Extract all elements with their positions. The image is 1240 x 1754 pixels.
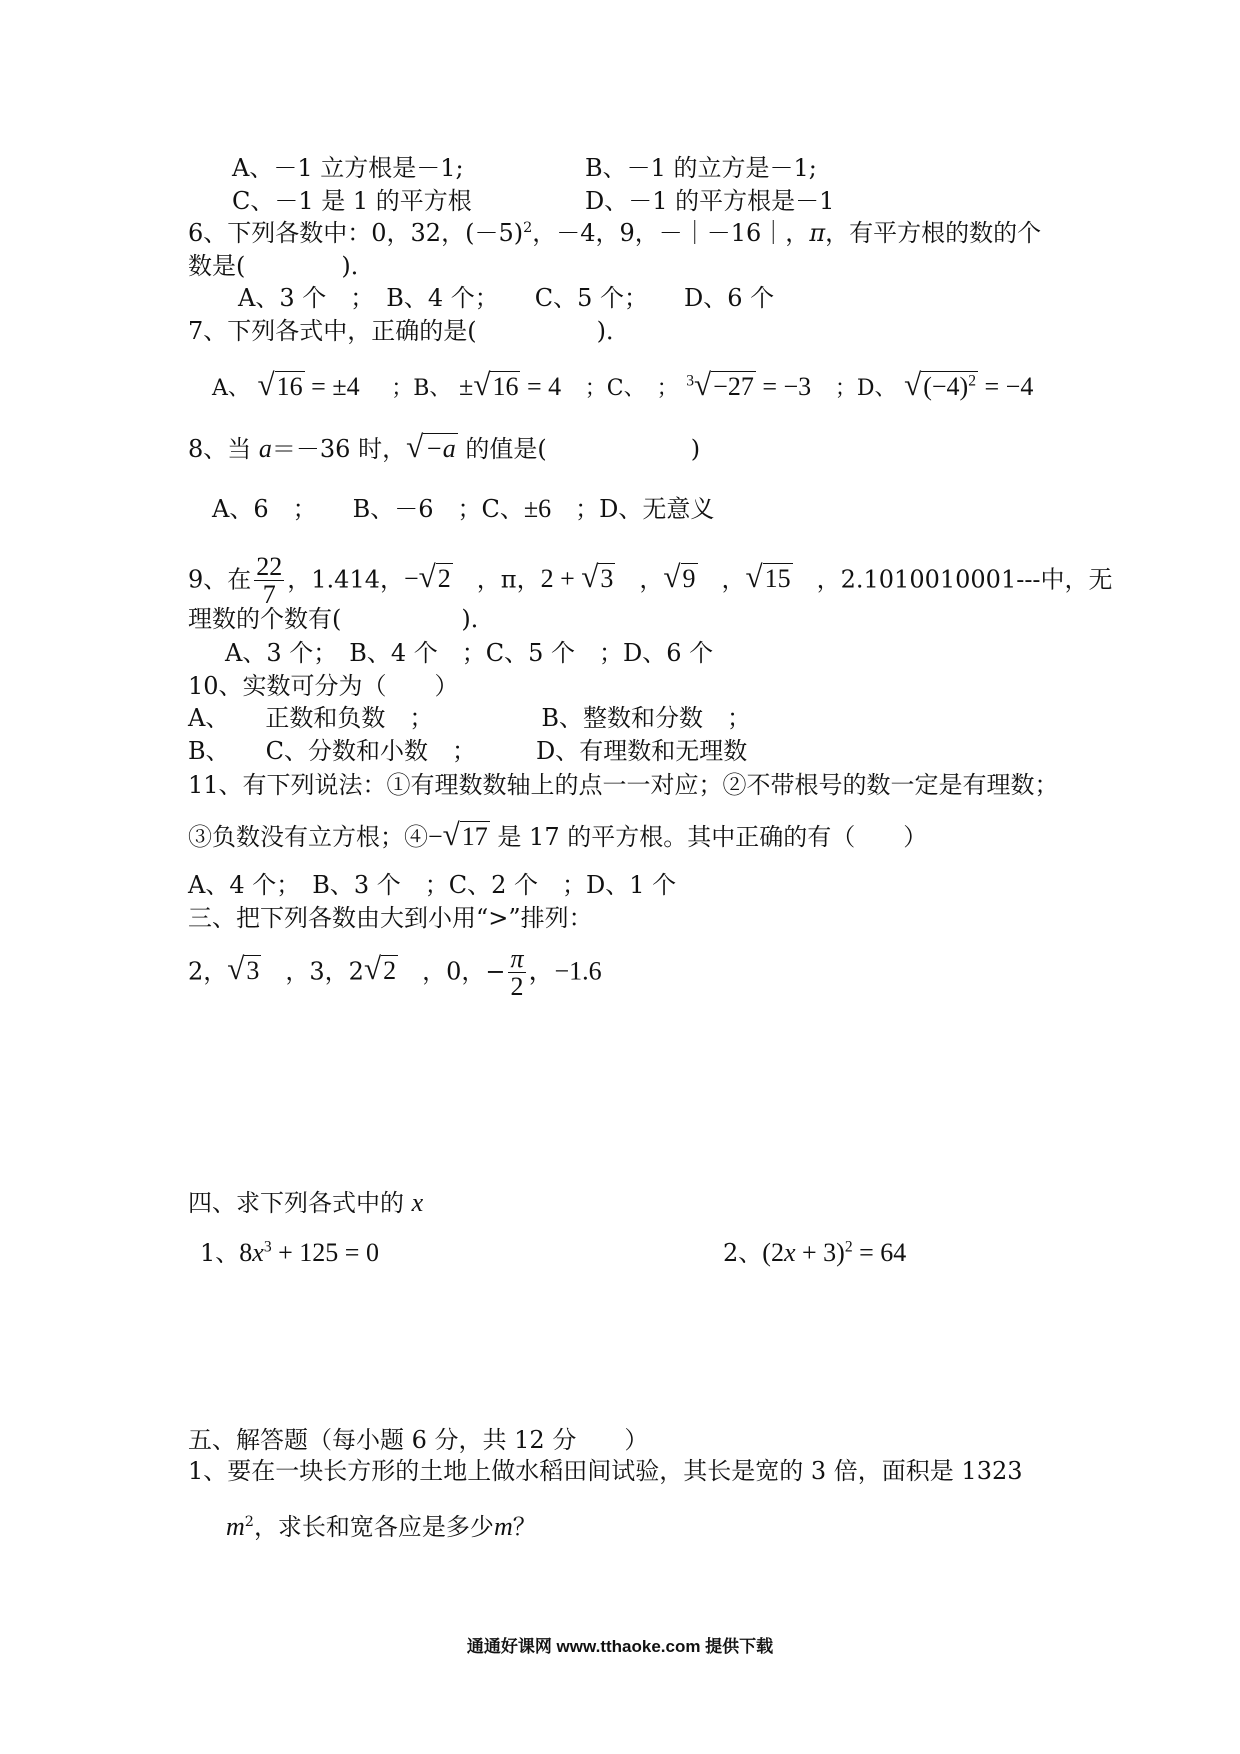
section-3-numbers: 2，√3 ，3，2√2 ，0，− $\frac{\pi}{2}$ ，−1.6 [188,944,602,1002]
q5-option-c: C、－1 是 1 的平方根 [232,187,472,215]
q5-option-b: B、－1 的立方是－1; [585,154,817,182]
q6-stem-line2: 数是( )． [188,252,375,280]
section-5-question-1-line2: $m^2$，求长和宽各应是多少m？ [226,1512,537,1541]
q9-stem-line2: 理数的个数有( )． [188,605,495,633]
section-3-title: 三、把下列各数由大到小用“>”排列： [188,904,593,932]
section-4-equation-2: 2、$(2x + 3)^2 = 64$ [723,1238,907,1267]
q6-stem: 6、下列各数中：0，32，$(-5)^2$，－4，9，－｜－16｜，π，有平方根的数的个 [188,219,1042,247]
q11-options: A、4 个； B、3 个 ；C、2 个 ；D、1 个 [188,871,677,899]
fraction-pi-over-2: $\frac{\pi}{2}$ [510,944,524,1002]
q10-options-row1: A、 正数和负数 ； B、整数和分数 ； [188,704,751,732]
footer-source: 通通好课网 www.tthaoke.com 提供下载 [466,1637,774,1656]
q5-option-d: D、－1 的平方根是－1 [585,187,835,215]
q7-options: A、 √16 = ±4 ；B、 ±√16 = 4 ；C、 ； $^3$√−27 = −3 ；D、 $√(-4)^2 = -4$ [212,367,1034,402]
q7-stem: 7、下列各式中，正确的是( )． [188,317,630,345]
section-4-equation-1: 1、$8x^3 + 125 = 0$ [200,1238,379,1267]
q11-stem-line2: ③负数没有立方根；④−√17 是 17 的平方根。其中正确的有（ ） [188,817,928,852]
section-4-title: 四、求下列各式中的 x [188,1188,424,1217]
fraction-22-7: $\frac{22}{7}$ [256,552,283,610]
q8-stem: 8、当 a＝－36 时，√−a 的值是( ) [188,429,701,464]
q10-options-row2: B、 C、分数和小数 ； D、有理数和无理数 [188,737,748,765]
q6-options: A、3 个 ； B、4 个； C、5 个； D、6 个 [238,284,775,312]
q9-stem: 9、在 $\frac{22}{7}$ ，1.414，−√2 ，π，2 + √3 ，√9 ，√15 ，2.1010010001---中，无 [188,552,1113,610]
q8-options: A、6 ； B、－6 ；C、±6 ；D、无意义 [212,494,715,523]
q11-stem: 11、有下列说法：①有理数数轴上的点一一对应；②不带根号的数一定是有理数； [188,771,1059,799]
section-5-title: 五、解答题（每小题 6 分，共 12 分 ） [188,1426,649,1454]
q10-stem: 10、实数可分为（ ） [188,672,459,700]
section-5-question-1: 1、要在一块长方形的土地上做水稻田间试验，其长是宽的 3 倍，面积是 1323 [188,1457,1023,1485]
q9-options: A、3 个； B、4 个 ；C、5 个 ；D、6 个 [225,639,714,667]
q5-option-a: A、－1 立方根是－1; [232,154,464,182]
